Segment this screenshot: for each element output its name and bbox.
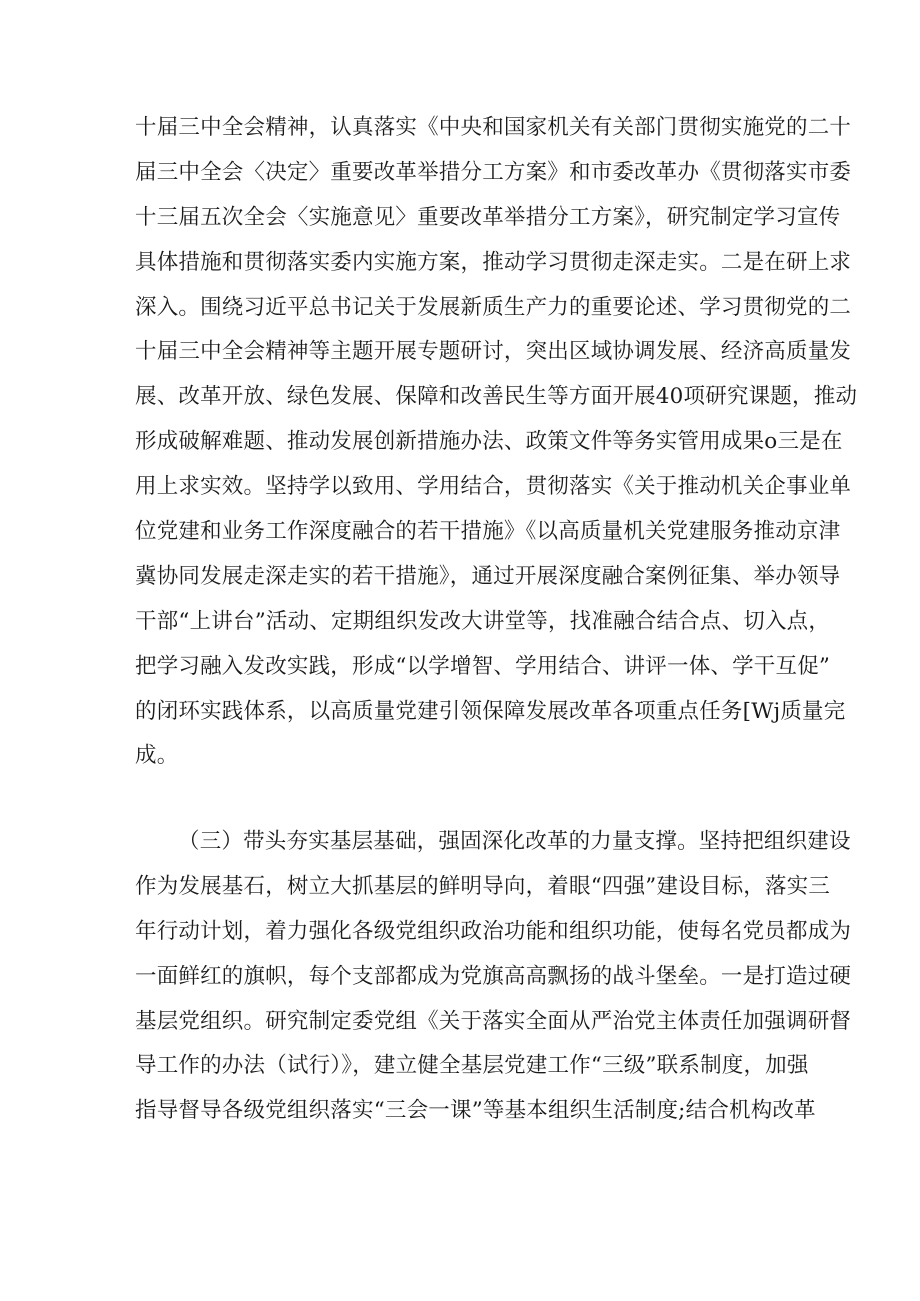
text-line: 届三中全会〈决定〉重要改革举措分工方案》和市委改革办《贯彻落实市委 (135, 159, 852, 185)
paragraph-grassroots-foundation (135, 820, 852, 1134)
text-line: 冀协同发展走深走实的若干措施》，通过开展深度融合案例征集、举办领导 (135, 563, 841, 589)
text-line: 作为发展基石，树立大抓基层的鲜明导向，着眼“四强”建设目标，落实三 (135, 873, 831, 899)
text-line: 一面鲜红的旗帜，每个支部都成为党旗高高飘扬的战斗堡垒。一是打造过硬 (135, 963, 852, 989)
text-line: 把学习融入发改实践，形成“以学增智、学用结合、讲评一体、学干互促” (135, 653, 831, 679)
text-line: 展、改革开放、绿色发展、保障和改善民生等方面开展40项研究课题，推动 (135, 384, 858, 410)
text-line: 深入。围绕习近平总书记关于发展新质生产力的重要论述、学习贯彻党的二 (135, 294, 852, 320)
text-line: 形成破解难题、推动发展创新措施办法、政策文件等务实管用成果o三是在 (135, 429, 843, 455)
text-line: 用上求实效。坚持学以致用、学用结合，贯彻落实《关于推动机关企事业单 (135, 474, 852, 500)
text-line: 干部“上讲台”活动、定期组织发改大讲堂等，找准融合结合点、切入点， (135, 608, 831, 634)
section-heading-line: （三）带头夯实基层基础，强固深化改革的力量支撑。坚持把组织建设 (178, 829, 851, 854)
text-line: 导工作的办法（试行）》，建立健全基层党建工作“三级”联系制度，加强 (135, 1053, 809, 1079)
text-line: 年行动计划，着力强化各级党组织政治功能和组织功能，使每名党员都成为 (135, 918, 852, 944)
text-line: 指导督导各级党组织落实“三会一课”等基本组织生活制度;结合机构改革 (135, 1098, 816, 1124)
text-line: 位党建和业务工作深度融合的若干措施》《以高质量机关党建服务推动京津 (135, 519, 841, 545)
text-line: 十届三中全会精神，认真落实《中央和国家机关有关部门贯彻实施党的二十 (135, 115, 852, 140)
text-line: 十三届五次全会〈实施意见〉重要改革举措分工方案》，研究制定学习宣传 (135, 204, 841, 230)
text-line: 具体措施和贯彻落实委内实施方案，推动学习贯彻走深走实。二是在研上求 (135, 249, 852, 275)
text-line: 成。 (135, 743, 179, 769)
text-line: 基层党组织。研究制定委党组《关于落实全面从严治党主体责任加强调研督 (135, 1008, 852, 1034)
text-line: 的闭环实践体系，以高质量党建引领保障发展改革各项重点任务[Wj质量完 (135, 698, 846, 724)
text-line: 十届三中全会精神等主题开展专题研讨，突出区域协调发展、经济高质量发 (135, 339, 852, 365)
paragraph-study-implementation (135, 106, 858, 779)
